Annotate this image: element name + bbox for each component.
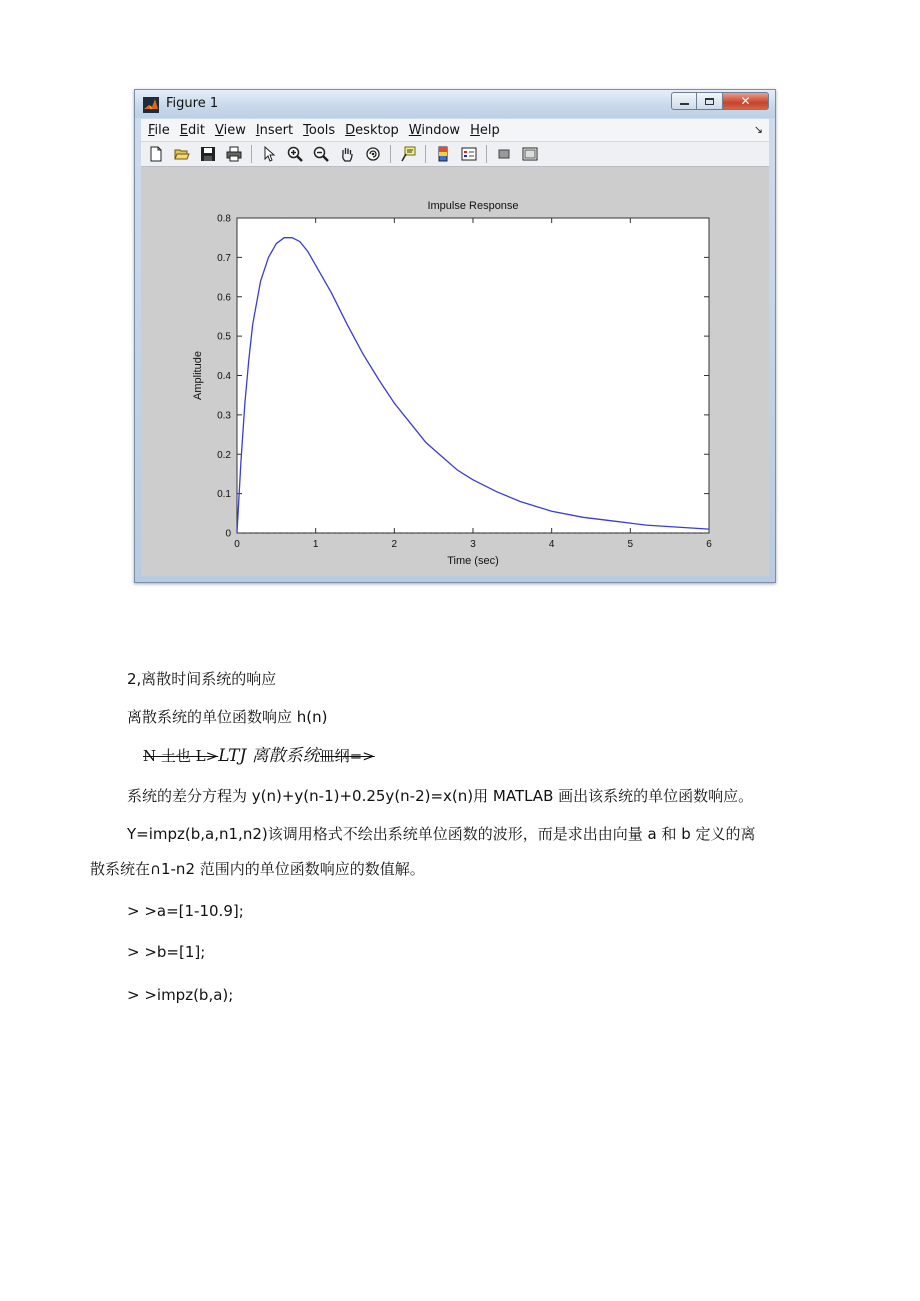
paragraph-impz-line1: Y=impz(b,a,n1,n2)该调用格式不绘出系统单位函数的波形，而是求出由向量 a 和 b 定义的离 xyxy=(127,825,756,843)
garbled-strike-end: 皿纲=> xyxy=(319,747,375,765)
x-tick-label: 6 xyxy=(706,539,712,550)
y-axis-label: Amplitude xyxy=(192,351,204,400)
menu-tools[interactable]: Tools xyxy=(303,122,336,138)
chart-title: Impulse Response xyxy=(427,200,519,212)
print-icon[interactable] xyxy=(223,144,245,164)
toolbar-separator xyxy=(425,145,426,163)
toolbar-separator xyxy=(390,145,391,163)
zoom-out-icon[interactable] xyxy=(310,144,332,164)
new-file-icon[interactable] xyxy=(145,144,167,164)
y-tick-label: 0.2 xyxy=(217,449,231,461)
x-tick-label: 0 xyxy=(234,539,240,550)
section-heading: 2,离散时间系统的响应 xyxy=(127,670,277,688)
open-folder-icon[interactable] xyxy=(171,144,193,164)
garbled-italic-text: LTJ 离散系统 xyxy=(218,746,320,766)
axes-box xyxy=(237,218,709,533)
plot-area xyxy=(141,167,769,576)
hide-plot-tools-icon[interactable] xyxy=(493,144,515,164)
maximize-icon xyxy=(705,98,714,105)
menu-edit[interactable]: Edit xyxy=(179,122,205,138)
menu-view[interactable]: View xyxy=(214,122,246,138)
y-tick-label: 0.3 xyxy=(217,410,231,422)
menu-desktop[interactable]: Desktop xyxy=(345,122,399,138)
y-tick-label: 0.7 xyxy=(217,252,231,264)
x-tick-label: 3 xyxy=(470,539,476,550)
y-tick-label: 0 xyxy=(225,528,231,540)
tool-bar xyxy=(141,142,769,167)
x-tick-label: 5 xyxy=(627,539,634,550)
title-bar[interactable] xyxy=(135,90,775,118)
figure-window xyxy=(134,89,776,583)
menu-help[interactable]: Help xyxy=(470,122,500,138)
code-line-impz: > >impz(b,a); xyxy=(127,986,234,1004)
menu-bar xyxy=(141,119,769,141)
toolbar-separator xyxy=(486,145,487,163)
maximize-button[interactable] xyxy=(697,92,723,110)
y-tick-label: 0.8 xyxy=(217,213,231,225)
x-axis-label: Time (sec) xyxy=(447,555,499,567)
x-tick-label: 1 xyxy=(312,539,319,550)
code-line-b: > >b=[1]; xyxy=(127,943,206,961)
code-line-a: > >a=[1-10.9]; xyxy=(127,902,244,920)
x-tick-label: 4 xyxy=(548,539,555,550)
matlab-logo-icon xyxy=(143,97,159,113)
subheading: 离散系统的单位函数响应 h(n) xyxy=(127,708,328,726)
garbled-strike-start: N 土也 L> xyxy=(143,747,219,765)
x-tick-label: 2 xyxy=(391,539,398,550)
save-icon[interactable] xyxy=(197,144,219,164)
rotate-3d-icon[interactable] xyxy=(362,144,384,164)
close-button[interactable] xyxy=(723,92,769,110)
pointer-icon[interactable] xyxy=(258,144,280,164)
window-controls xyxy=(671,92,769,110)
y-tick-label: 0.1 xyxy=(217,489,231,501)
y-tick-label: 0.4 xyxy=(217,371,231,382)
window-title: Figure 1 xyxy=(166,96,219,111)
paragraph-impz-line2: 散系统在∩1-n2 范围内的单位函数响应的数值解。 xyxy=(90,860,425,878)
zoom-in-icon[interactable] xyxy=(284,144,306,164)
paragraph-difference-equation: 系统的差分方程为 y(n)+y(n-1)+0.25y(n-2)=x(n)用 MATLAB 画出该系统的单位函数响应。 xyxy=(127,787,754,805)
minimize-button[interactable] xyxy=(671,92,697,110)
menu-window[interactable]: Window xyxy=(408,122,461,138)
minimize-icon xyxy=(680,103,689,105)
show-plot-tools-icon[interactable] xyxy=(519,144,541,164)
data-cursor-icon[interactable] xyxy=(397,144,419,164)
pan-hand-icon[interactable] xyxy=(336,144,358,164)
menu-file[interactable]: File xyxy=(148,122,170,138)
y-tick-label: 0.6 xyxy=(217,292,231,304)
toolbar-separator xyxy=(251,145,252,163)
menu-insert[interactable]: Insert xyxy=(255,122,294,138)
menu-overflow-icon[interactable]: ↘ xyxy=(753,123,763,136)
garbled-formula-line xyxy=(143,741,375,766)
close-icon: ✕ xyxy=(740,94,751,108)
impulse-response-chart xyxy=(141,167,769,576)
colorbar-icon[interactable] xyxy=(432,144,454,164)
y-tick-label: 0.5 xyxy=(217,331,231,343)
legend-icon[interactable] xyxy=(458,144,480,164)
